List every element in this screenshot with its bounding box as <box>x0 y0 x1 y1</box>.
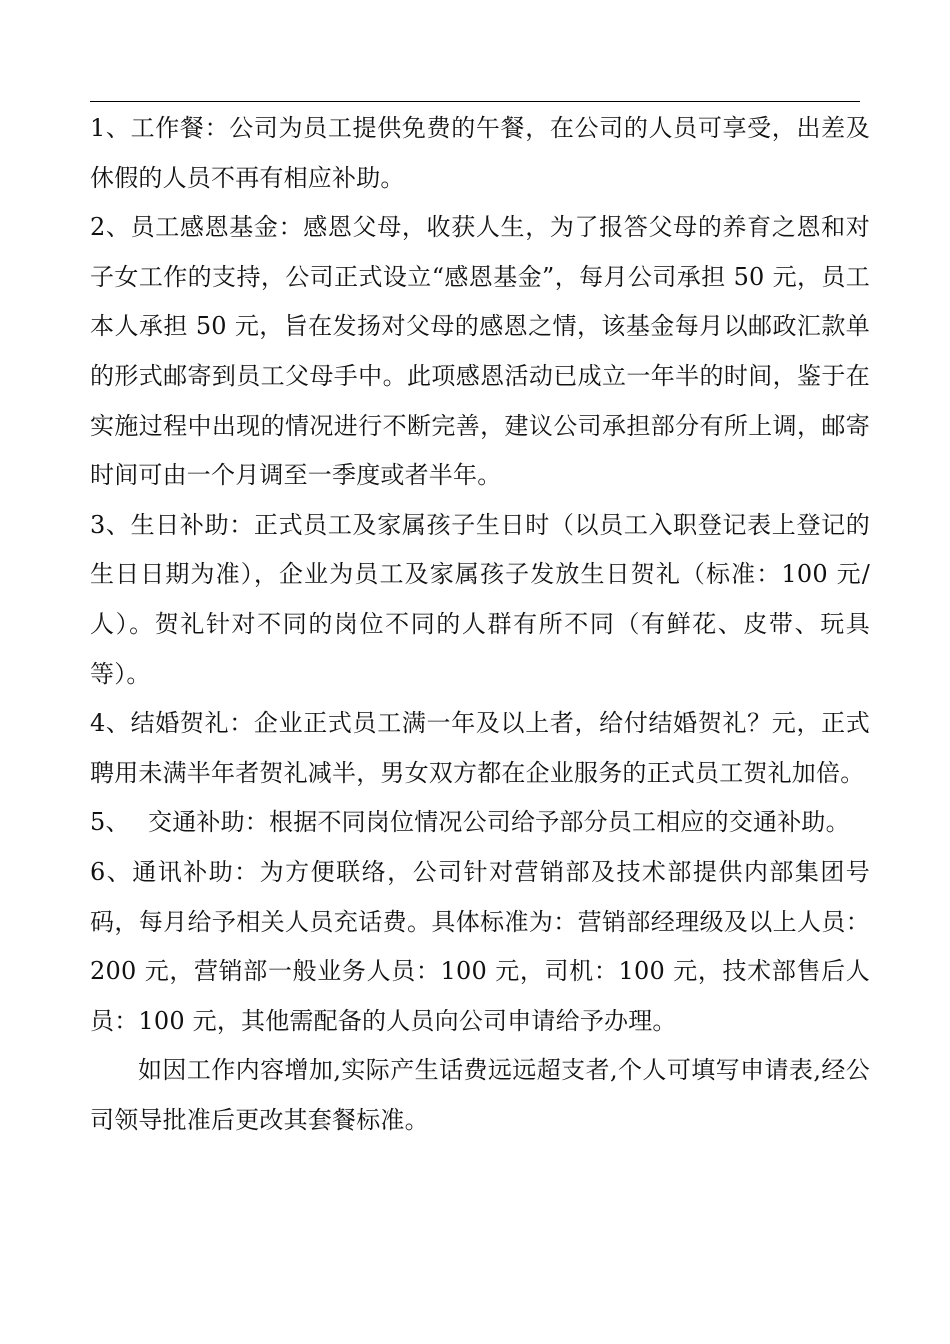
header-rule <box>90 101 860 102</box>
item-transport-text: 交通补助：根据不同岗位情况公司给予部分员工相应的交通补助。 <box>148 808 850 837</box>
document-body <box>90 104 870 1145</box>
item-wedding-gift: 4、结婚贺礼：企业正式员工满一年及以上者，给付结婚贺礼？元，正式聘用未满半年者贺礼减半，男女双方都在企业服务的正式员工贺礼加倍。 <box>90 709 870 787</box>
item-transport-subsidy <box>90 798 870 848</box>
item-gratitude-fund: 2、员工感恩基金：感恩父母，收获人生，为了报答父母的养育之恩和对子女工作的支持，公司正式设立“感恩基金”，每月公司承担 50 元，员工本人承担 50 元，旨在发扬对父母的感恩之情，该基金每月以邮政汇款单的形式邮寄到员工父母手中。此项感恩活动已成立一年半的时间，鉴于在实施过程中出现的情况进行不断完善，建议公司承担部分有所上调，邮寄时间可由一个月调至一季度或者半年。 <box>90 213 870 490</box>
item-communication-subsidy: 6、通讯补助：为方便联络，公司针对营销部及技术部提供内部集团号码，每月给予相关人员充话费。具体标准为：营销部经理级及以上人员：200 元，营销部一般业务人员：100 元，司机：100 元，技术部售后人员：100 元，其他需配备的人员向公司申请给予办理。 <box>90 857 870 1035</box>
item-birthday-subsidy: 3、生日补助：正式员工及家属孩子生日时（以员工入职登记表上登记的生日日期为准），企业为员工及家属孩子发放生日贺礼（标准：100 元/人）。贺礼针对不同的岗位不同的人群有所不同（有鲜花、皮带、玩具等）。 <box>90 510 870 688</box>
item-transport-number: 5、 <box>90 808 130 837</box>
item-work-meal: 1、工作餐：公司为员工提供免费的午餐，在公司的人员可享受，出差及休假的人员不再有相应补助。 <box>90 114 870 192</box>
closing-paragraph: 如因工作内容增加,实际产生话费远远超支者,个人可填写申请表,经公司领导批准后更改其套餐标准。 <box>90 1056 870 1134</box>
